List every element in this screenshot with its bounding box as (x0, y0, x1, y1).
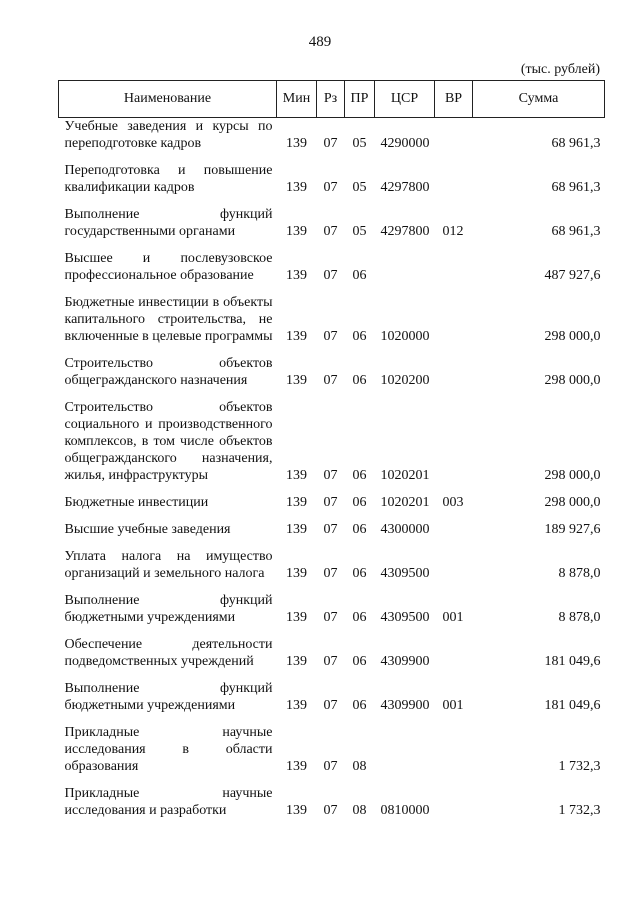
cell-pr: 05 (352, 180, 367, 195)
cell-pr: 06 (352, 468, 367, 483)
table-row (59, 592, 605, 636)
cell-min: 139 (286, 136, 307, 151)
cell-name: Выполнение функций государственными органами (64, 207, 273, 239)
cell-rz: 07 (323, 610, 338, 625)
cell-name: Строительство объектов социального и производственного комплексов, в том числе объектов общегражданского назначения, жилья, инфраструктуры (64, 400, 273, 483)
header-rz: Рз (317, 81, 345, 118)
table-row (59, 206, 605, 250)
cell-csr: 4309900 (380, 698, 430, 713)
header-vr: ВР (435, 81, 473, 118)
budget-table-container (58, 80, 604, 829)
cell-vr: 003 (442, 495, 464, 510)
cell-vr (435, 399, 473, 494)
table-row (59, 250, 605, 294)
cell-rz: 07 (323, 373, 338, 388)
table-row (59, 294, 605, 355)
cell-csr: 1020201 (380, 468, 430, 483)
cell-csr: 4300000 (380, 522, 430, 537)
cell-name: Обеспечение деятельности подведомственных учреждений (64, 637, 273, 669)
cell-min: 139 (286, 566, 307, 581)
cell-pr: 05 (352, 224, 367, 239)
cell-sum: 181 049,6 (544, 698, 601, 713)
cell-sum: 189 927,6 (544, 522, 601, 537)
cell-name: Учебные заведения и курсы по переподготовке кадров (64, 119, 273, 151)
cell-vr: 001 (442, 610, 464, 625)
table-row (59, 548, 605, 592)
cell-min: 139 (286, 698, 307, 713)
cell-sum: 298 000,0 (544, 468, 601, 483)
cell-min: 139 (286, 329, 307, 344)
cell-min: 139 (286, 373, 307, 388)
cell-min: 139 (286, 495, 307, 510)
cell-pr: 06 (352, 610, 367, 625)
cell-rz: 07 (323, 180, 338, 195)
cell-csr: 4309500 (380, 610, 430, 625)
cell-csr: 1020201 (380, 495, 430, 510)
cell-vr (435, 724, 473, 785)
table-row (59, 724, 605, 785)
cell-csr: 4297800 (380, 224, 430, 239)
cell-csr: 4290000 (380, 136, 430, 151)
table-row (59, 521, 605, 548)
cell-rz: 07 (323, 329, 338, 344)
cell-name: Высшие учебные заведения (64, 522, 231, 537)
cell-sum: 68 961,3 (551, 180, 601, 195)
cell-name: Бюджетные инвестиции в объекты капитального строительства, не включенные в целевые программы (64, 295, 273, 344)
cell-min: 139 (286, 610, 307, 625)
cell-min: 139 (286, 522, 307, 537)
cell-pr: 06 (352, 522, 367, 537)
table-row (59, 680, 605, 724)
cell-csr: 0810000 (380, 803, 430, 818)
table-row (59, 162, 605, 206)
table-row (59, 355, 605, 399)
cell-min: 139 (286, 468, 307, 483)
cell-rz: 07 (323, 803, 338, 818)
cell-rz: 07 (323, 136, 338, 151)
cell-rz: 07 (323, 468, 338, 483)
cell-pr: 06 (352, 698, 367, 713)
cell-pr: 08 (352, 759, 367, 774)
cell-min: 139 (286, 654, 307, 669)
cell-pr: 06 (352, 566, 367, 581)
cell-name: Выполнение функций бюджетными учреждениями (64, 681, 273, 713)
cell-sum: 298 000,0 (544, 495, 601, 510)
cell-sum: 68 961,3 (551, 136, 601, 151)
header-name: Наименование (59, 81, 277, 118)
cell-vr: 001 (442, 698, 464, 713)
cell-vr (435, 294, 473, 355)
table-row (59, 494, 605, 521)
cell-pr: 08 (352, 803, 367, 818)
cell-vr: 012 (442, 224, 464, 239)
table-row (59, 785, 605, 829)
cell-name: Прикладные научные исследования и разработки (64, 786, 273, 818)
page-number: 489 (308, 34, 332, 50)
cell-vr (435, 548, 473, 592)
cell-vr (435, 636, 473, 680)
cell-sum: 8 878,0 (558, 566, 601, 581)
table-row (59, 118, 605, 163)
cell-min: 139 (286, 268, 307, 283)
header-sum: Сумма (473, 81, 605, 118)
cell-vr (435, 118, 473, 163)
cell-rz: 07 (323, 566, 338, 581)
cell-rz: 07 (323, 268, 338, 283)
cell-pr: 05 (352, 136, 367, 151)
cell-csr (375, 250, 435, 294)
cell-name: Бюджетные инвестиции (64, 495, 209, 510)
cell-pr: 06 (352, 654, 367, 669)
cell-csr: 4309900 (380, 654, 430, 669)
cell-sum: 68 961,3 (551, 224, 601, 239)
cell-vr (435, 355, 473, 399)
cell-sum: 181 049,6 (544, 654, 601, 669)
header-csr: ЦСР (375, 81, 435, 118)
cell-csr: 4309500 (380, 566, 430, 581)
cell-pr: 06 (352, 329, 367, 344)
cell-rz: 07 (323, 759, 338, 774)
cell-pr: 06 (352, 268, 367, 283)
cell-sum: 1 732,3 (558, 759, 601, 774)
cell-min: 139 (286, 759, 307, 774)
cell-name: Переподготовка и повышение квалификации кадров (64, 163, 273, 195)
cell-rz: 07 (323, 698, 338, 713)
table-row (59, 636, 605, 680)
cell-pr: 06 (352, 495, 367, 510)
header-min: Мин (277, 81, 317, 118)
cell-vr (435, 785, 473, 829)
cell-vr (435, 521, 473, 548)
cell-rz: 07 (323, 495, 338, 510)
cell-pr: 06 (352, 373, 367, 388)
header-pr: ПР (345, 81, 375, 118)
cell-sum: 1 732,3 (558, 803, 601, 818)
cell-vr (435, 162, 473, 206)
table-body (59, 118, 605, 830)
budget-table (58, 80, 605, 829)
cell-min: 139 (286, 180, 307, 195)
cell-name: Строительство объектов общегражданского назначения (64, 356, 273, 388)
cell-name: Прикладные научные исследования в области образования (64, 725, 273, 774)
cell-csr: 1020000 (380, 329, 430, 344)
cell-sum: 8 878,0 (558, 610, 601, 625)
cell-csr: 4297800 (380, 180, 430, 195)
cell-name: Уплата налога на имущество организаций и земельного налога (64, 549, 273, 581)
cell-rz: 07 (323, 654, 338, 669)
table-header (59, 81, 605, 118)
header-row (59, 81, 605, 118)
table-row (59, 399, 605, 494)
cell-min: 139 (286, 803, 307, 818)
cell-vr (435, 250, 473, 294)
cell-sum: 487 927,6 (544, 268, 601, 283)
cell-sum: 298 000,0 (544, 373, 601, 388)
cell-min: 139 (286, 224, 307, 239)
cell-name: Выполнение функций бюджетными учреждениями (64, 593, 273, 625)
units-label: (тыс. рублей) (520, 62, 600, 77)
cell-sum: 298 000,0 (544, 329, 601, 344)
cell-csr (375, 724, 435, 785)
cell-name: Высшее и послевузовское профессиональное образование (64, 251, 273, 283)
cell-csr: 1020200 (380, 373, 430, 388)
cell-rz: 07 (323, 522, 338, 537)
cell-rz: 07 (323, 224, 338, 239)
